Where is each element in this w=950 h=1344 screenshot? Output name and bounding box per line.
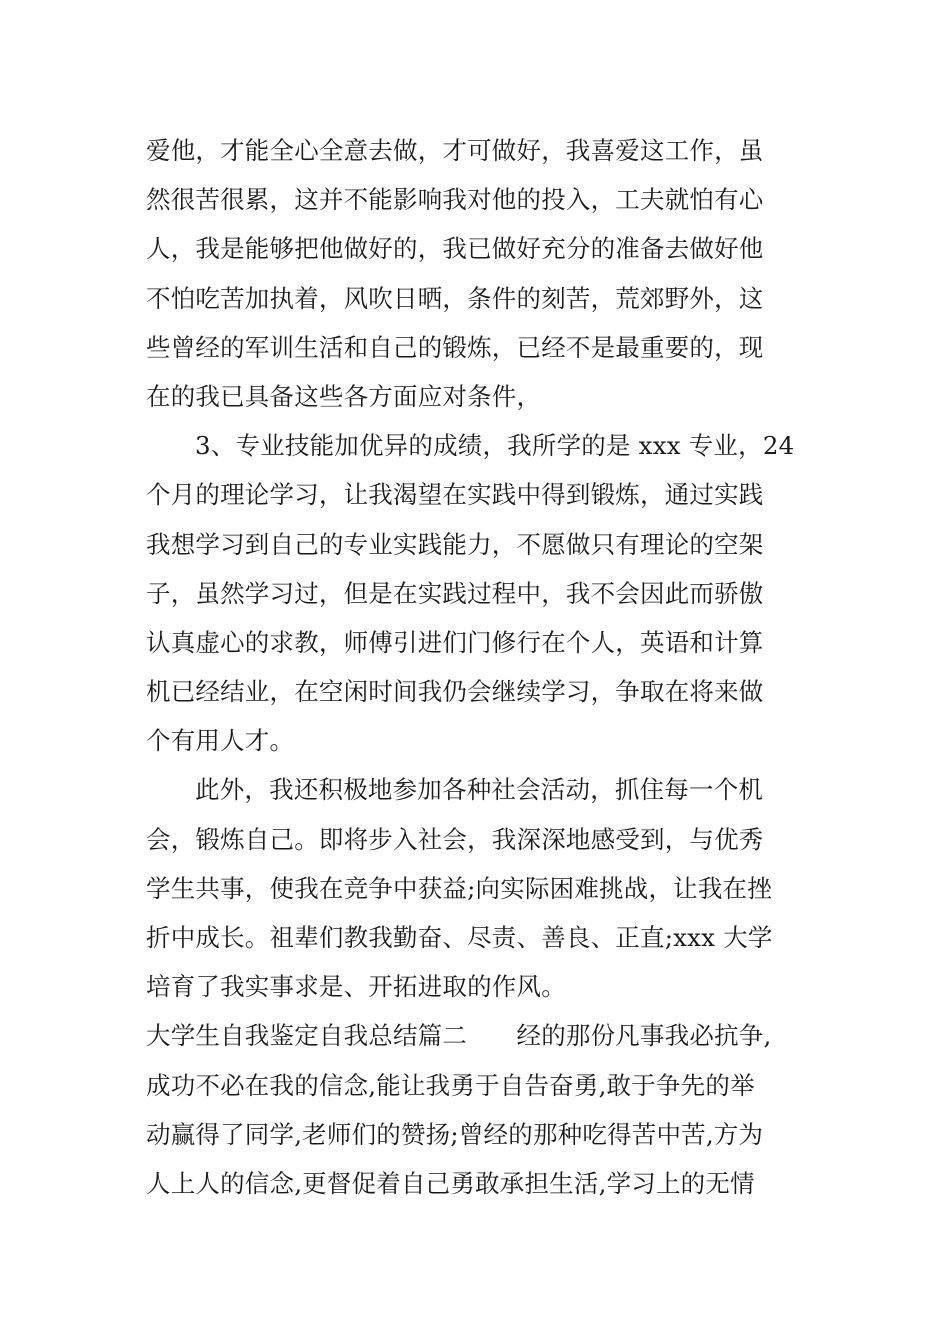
document-body bbox=[146, 126, 810, 1208]
text-line: 人上人的信念,更督促着自己勇敢承担生活,学习上的无情 bbox=[146, 1168, 755, 1198]
text-line: 我想学习到自己的专业实践能力，不愿做只有理论的空架 bbox=[146, 529, 764, 559]
text-line: 学生共事，使我在竞争中获益;向实际困难挑战，让我在挫 bbox=[146, 873, 772, 903]
text-line: 然很苦很累，这并不能影响我对他的投入，工夫就怕有心 bbox=[146, 185, 764, 215]
paragraph-start-line: 此外，我还积极地参加各种社会活动，抓住每一个机 bbox=[195, 775, 764, 805]
text-line: 机已经结业，在空闲时间我仍会继续学习，争取在将来做 bbox=[146, 677, 764, 707]
text-line: 在的我已具备这些各方面应对条件， bbox=[146, 381, 542, 411]
section-heading-line: 大学生自我鉴定自我总结篇二 经的那份凡事我必抗争, bbox=[146, 1021, 772, 1051]
text-line: 成功不必在我的信念,能让我勇于自告奋勇,敢于争先的举 bbox=[146, 1070, 755, 1100]
text-line: 折中成长。祖辈们教我勤奋、尽责、善良、正直;xxx 大学 bbox=[146, 923, 773, 952]
text-line: 培育了我实事求是、开拓进取的作风。 bbox=[146, 972, 566, 1002]
text-line: 些曾经的军训生活和自己的锻炼，已经不是最重要的，现 bbox=[146, 332, 764, 362]
text-line: 爱他，才能全心全意去做，才可做好，我喜爱这工作，虽 bbox=[146, 136, 764, 165]
text-line: 认真虚心的求教，师傅引进们门修行在个人，英语和计算 bbox=[146, 627, 764, 657]
text-line: 动赢得了同学,老师们的赞扬;曾经的那种吃得苦中苦,方为 bbox=[146, 1119, 764, 1149]
text-line: 人，我是能够把他做好的，我已做好充分的准备去做好他 bbox=[146, 234, 764, 264]
text-line: 会，锻炼自己。即将步入社会，我深深地感受到，与优秀 bbox=[146, 824, 764, 854]
paragraph-start-line: 3、专业技能加优异的成绩，我所学的是 xxx 专业，24 bbox=[195, 431, 795, 461]
text-line: 个有用人才。 bbox=[146, 726, 295, 756]
text-line: 不怕吃苦加执着，风吹日晒，条件的刻苦，荒郊野外，这 bbox=[146, 283, 764, 313]
text-line: 个月的理论学习，让我渴望在实践中得到锻炼，通过实践 bbox=[146, 480, 764, 510]
text-line: 子，虽然学习过，但是在实践过程中，我不会因此而骄傲 bbox=[146, 578, 764, 608]
